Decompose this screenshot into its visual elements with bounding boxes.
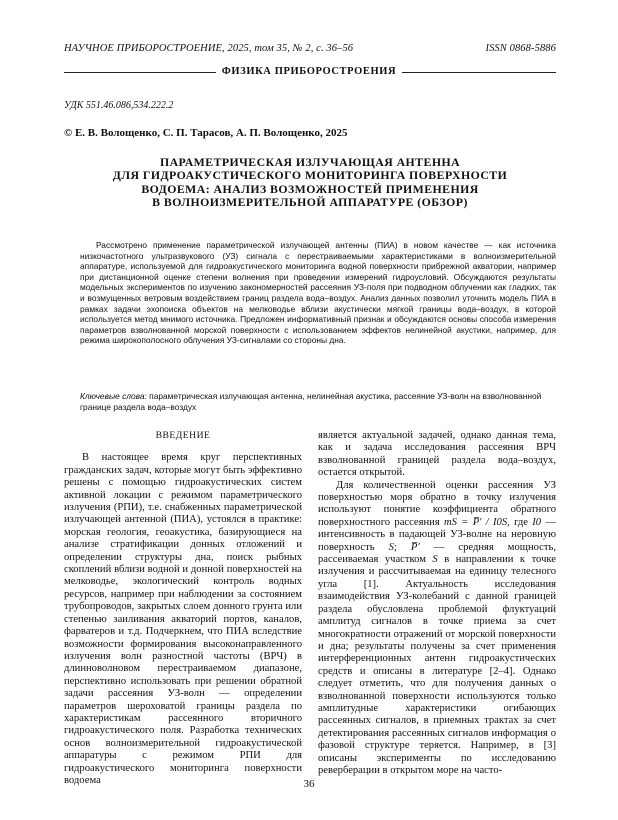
body-paragraph bbox=[318, 480, 556, 778]
page-number: 36 bbox=[303, 778, 315, 790]
body-text: — интенсивность в падающей УЗ-волне на неровную поверхность bbox=[318, 516, 556, 553]
keywords-label: Ключевые слова bbox=[80, 391, 145, 401]
symbol-p: P̅′ bbox=[410, 541, 420, 553]
body-paragraph: В настоящее время круг перспективных гражданских задач, которые могут быть эффективно решены с помощью гидроакустических систем активной локации с режимом параметрического излучения (РПИ), т.е. снабженных параметрической излучающей антенной (ПИА), устоялся в практике: морская геология, геоакустика, базирующиеся на анализе стратификации донных отложений и определении структуры дна, поиск рыбных скоплений вблизи водной и донной поверхностей на мелководье, экологический контроль водных ресурсов, например при наблюдении за состоянием трубопроводов, закрытых слоем донного грунта или степенью заиливания акваторий портов, каналов, фарватеров и т.д. Подчеркнем, что ПИА вследствие возможности формирования высоконаправленного излучения волн разностной частоты (ВРЧ) в длинноволновом перестраиваемом диапазоне, перспективно использовать при решении обратной задачи рассеяния УЗ-волн — определении параметров шероховатой границы раздела по характеристикам рассеянного вторичного гидроакустического поля. Разработка технических основ волноизмерительной гидроакустической аппаратуры с режимом РПИ для гидроакустического мониторинга поверхности водоема bbox=[64, 452, 302, 786]
left-column bbox=[64, 430, 302, 787]
abstract: Рассмотрено применение параметрической излучающей антенны (ПИА) в новом качестве — как источника низкочастотного ультразвукового (УЗ) сигнала с перестраиваемыми характеристиками в волноизмерительной аппаратуре, используемой для гидроакустического мониторинга водной поверхности прибрежной акватории, например при дистанционной оценке степени волнения при проведении измерений гидроусловий. Обсуждаются результаты модельных экспериментов по изучению закономерностей рассеяния УЗ-поля при подводном облучении как гладких, так и возмущенных ветровым воздействием границ раздела вода–воздух. Анализ данных позволил уточнить модель ПИА в рамках задачи эхопоиска объектов на мелководье вблизи акустически мягкой границы вода–воздух, в которой используется метод мнимого источника. Предложен информативный признак и обсуждаются основы способа измерения параметров взволнованной морской поверхности с использованием эффектов нелинейной акустики, например, для режима широкополосного облучения УЗ-сигналами со стороны дна. bbox=[80, 240, 556, 346]
symbol-s: S bbox=[432, 554, 438, 566]
section-heading: ВВЕДЕНИЕ bbox=[155, 430, 211, 441]
keywords bbox=[80, 391, 556, 412]
journal-issn: ISSN 0868-5886 bbox=[485, 43, 556, 54]
section-label-text: ФИЗИКА ПРИБОРОСТРОЕНИЯ bbox=[216, 66, 402, 77]
body-text: — средняя мощность, рассеиваемая участком bbox=[318, 541, 556, 566]
body-text: в направлении к точке излучения и рассчитываемая на единицу телесного угла [1]. Актуальность исследования взаимодействия УЗ-колебаний с данной границей раздела обусловлена проблемой флуктуаций амплитуд сигналов в точке приема за счет многократности отражений от морской поверхности и дна; результаты получены за счет применения интерференционных антенн гидроакустических средств и описаны в литературе [2–4]. Однако следует отметить, что для получения данных о взволнованной поверхности используются только амплитудные характеристики огибающих рассеянных сигналов, в приемных трактах за счет детектирования рассеянных сигналов информация о фазовой структуре теряется. Например, в [3] описаны эксперименты по исследованию реверберации в открытом море на часто- bbox=[318, 554, 556, 776]
backscatter-formula: mS = P̅′ / I0S bbox=[444, 516, 508, 528]
udk-code: УДК 551.46.086,534.222.2 bbox=[64, 100, 174, 111]
body-paragraph: является актуальной задачей, однако данная тема, как и задача исследования рассеяния ВРЧ взволнованной границей раздела вода–воздух, остается открытой. bbox=[318, 430, 556, 479]
body-text: ; bbox=[393, 541, 411, 553]
right-column bbox=[318, 430, 556, 777]
article-title bbox=[64, 156, 556, 210]
symbol-s: S bbox=[388, 541, 394, 553]
symbol-i0: I0 bbox=[532, 516, 542, 528]
title-line: В ВОЛНОИЗМЕРИТЕЛЬНОЙ АППАРАТУРЕ (ОБЗОР) bbox=[152, 195, 468, 210]
keywords-text: : параметрическая излучающая антенна, нелинейная акустика, рассеяние УЗ-волн на взволнованной границе раздела вода–воздух bbox=[80, 391, 542, 412]
section-label bbox=[0, 66, 618, 77]
body-text: , где bbox=[507, 516, 533, 528]
journal-citation: НАУЧНОЕ ПРИБОРОСТРОЕНИЕ, 2025, том 35, № 2, с. 36–56 bbox=[64, 43, 354, 54]
authors-line: © Е. В. Волощенко, С. П. Тарасов, А. П. Волощенко, 2025 bbox=[64, 127, 348, 139]
title-line: ВОДОЕМА: АНАЛИЗ ВОЗМОЖНОСТЕЙ ПРИМЕНЕНИЯ bbox=[141, 181, 479, 196]
title-line: ДЛЯ ГИДРОАКУСТИЧЕСКОГО МОНИТОРИНГА ПОВЕРХНОСТИ bbox=[112, 168, 508, 183]
title-line: ПАРАМЕТРИЧЕСКАЯ ИЗЛУЧАЮЩАЯ АНТЕННА bbox=[159, 155, 461, 169]
running-head bbox=[64, 43, 556, 54]
body-text: Для количественной оценки рассеяния УЗ поверхностью моря обратно в точку излучения используют понятие коэффициента обратного поверхностного рассеяния bbox=[318, 479, 556, 528]
